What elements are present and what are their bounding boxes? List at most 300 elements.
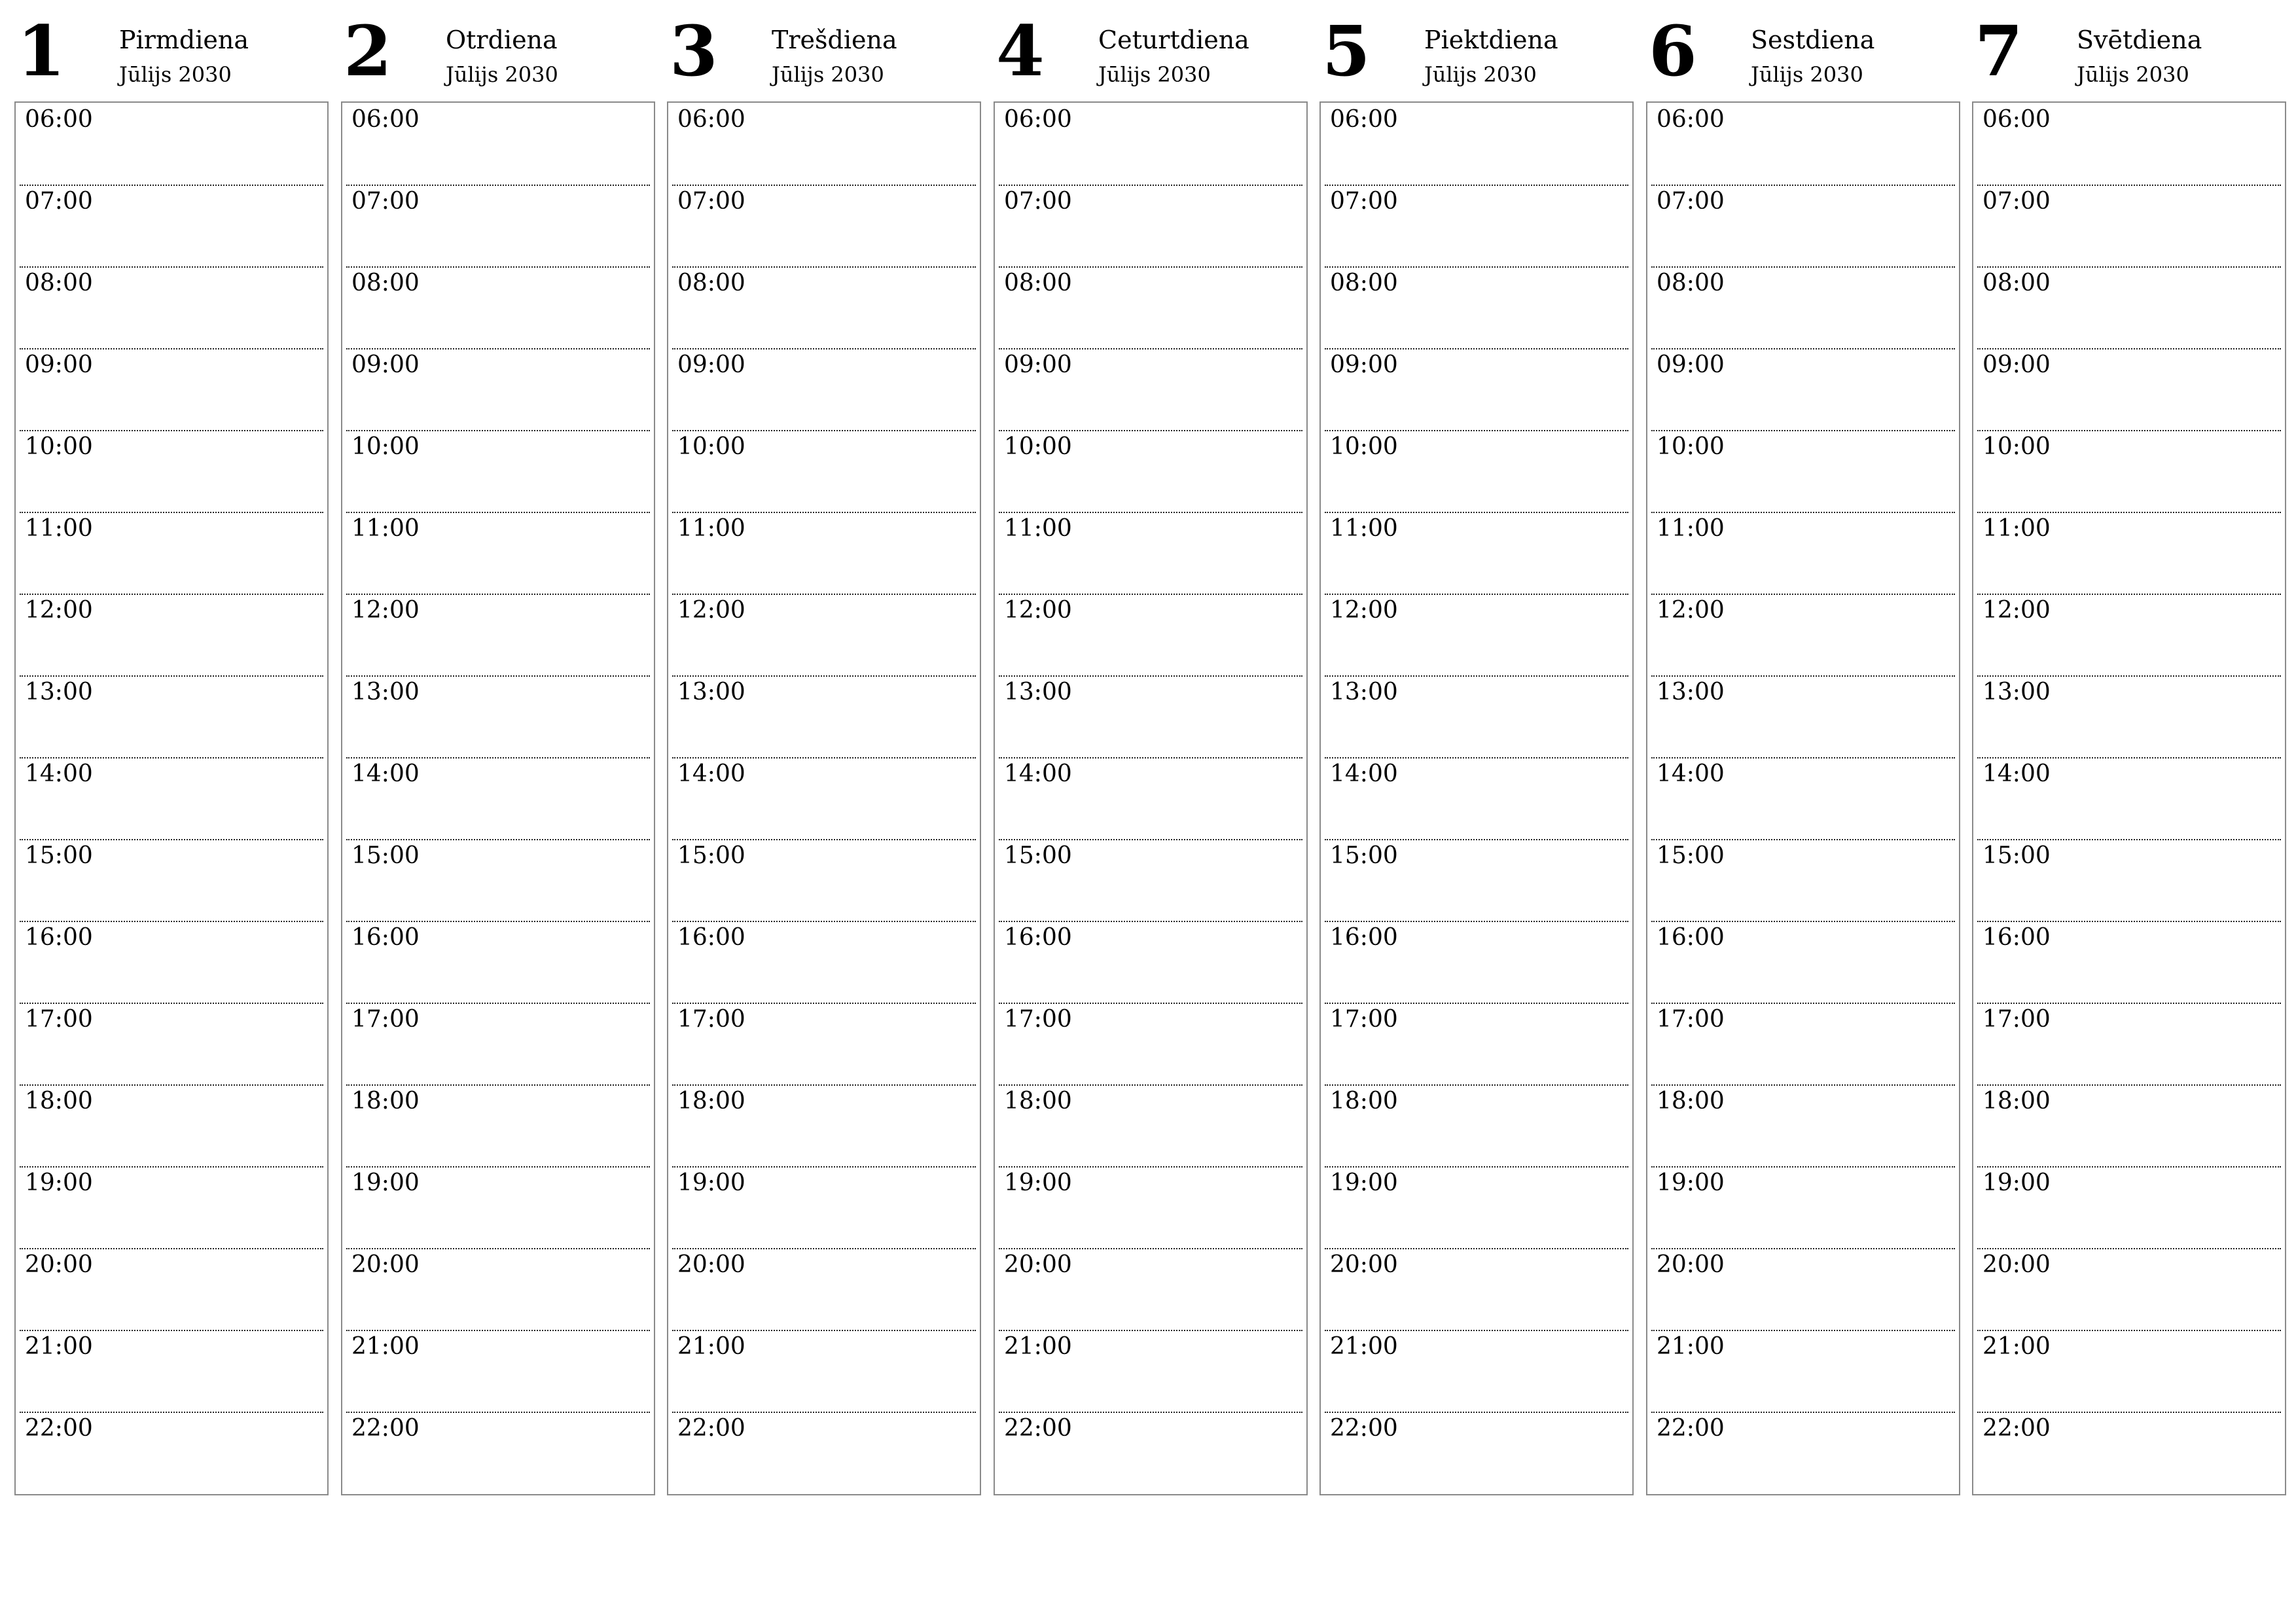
hour-divider	[20, 430, 323, 431]
hour-slot	[999, 1412, 1302, 1493]
day-header	[1646, 0, 1960, 98]
hour-slot	[346, 839, 650, 921]
hour-slot	[1651, 839, 1955, 921]
hour-label: 10:00	[677, 433, 745, 460]
hour-slot	[672, 921, 976, 1003]
hour-label: 13:00	[1982, 679, 2051, 705]
hour-label: 14:00	[677, 760, 745, 787]
hour-divider	[999, 1330, 1302, 1331]
hour-divider	[999, 1084, 1302, 1086]
hour-label: 06:00	[1982, 106, 2051, 133]
hour-divider	[999, 594, 1302, 595]
day-header	[994, 0, 1308, 98]
hour-slot	[672, 266, 976, 348]
hour-divider	[1651, 757, 1955, 758]
hour-slot	[1325, 1003, 1628, 1084]
hour-label: 17:00	[351, 1006, 420, 1033]
hour-divider	[1325, 185, 1628, 186]
hour-label: 09:00	[25, 351, 93, 378]
hour-slot	[1977, 757, 2281, 839]
hour-divider	[20, 348, 323, 349]
hour-label: 18:00	[1982, 1088, 2051, 1115]
hour-label: 21:00	[1657, 1333, 1725, 1360]
hour-divider	[999, 757, 1302, 758]
hour-label: 06:00	[351, 106, 420, 133]
day-header	[1319, 0, 1634, 98]
hour-slot	[346, 185, 650, 266]
hour-slot	[999, 430, 1302, 512]
hour-slot	[1977, 1003, 2281, 1084]
hour-divider	[999, 512, 1302, 513]
day-number: 4	[996, 10, 1045, 92]
hour-divider	[999, 1166, 1302, 1168]
month-label: Jūlijs 2030	[1424, 62, 1537, 87]
hour-label: 11:00	[351, 515, 420, 542]
hour-slot	[1325, 1166, 1628, 1248]
hour-label: 15:00	[1982, 842, 2051, 869]
hour-slot	[1977, 185, 2281, 266]
hour-label: 09:00	[1330, 351, 1398, 378]
hour-slot	[1325, 594, 1628, 675]
hour-divider	[20, 675, 323, 677]
hour-slot	[672, 675, 976, 757]
hour-divider	[20, 266, 323, 268]
hour-label: 19:00	[1657, 1169, 1725, 1196]
hour-divider	[1651, 594, 1955, 595]
hour-divider	[1325, 1003, 1628, 1004]
hour-label: 08:00	[1657, 270, 1725, 296]
hour-label: 15:00	[1330, 842, 1398, 869]
hour-label: 08:00	[351, 270, 420, 296]
hour-label: 16:00	[1657, 924, 1725, 951]
hour-divider	[1325, 921, 1628, 922]
hour-divider	[1977, 430, 2281, 431]
hour-divider	[20, 594, 323, 595]
hour-slot	[1325, 1084, 1628, 1166]
day-name: Trešdiena	[772, 26, 897, 54]
hour-slot	[999, 1330, 1302, 1412]
day-schedule-box	[341, 101, 655, 1495]
hour-label: 12:00	[1657, 597, 1725, 624]
hour-label: 14:00	[1330, 760, 1398, 787]
hour-label: 20:00	[677, 1251, 745, 1278]
hour-divider	[1651, 1166, 1955, 1168]
hour-label: 14:00	[351, 760, 420, 787]
hour-divider	[1651, 185, 1955, 186]
hour-slot	[1651, 1003, 1955, 1084]
hour-label: 21:00	[1330, 1333, 1398, 1360]
hour-slot	[1651, 1248, 1955, 1330]
hour-slot	[1651, 266, 1955, 348]
hour-divider	[1651, 430, 1955, 431]
hour-divider	[20, 1330, 323, 1331]
hour-divider	[999, 1003, 1302, 1004]
day-number: 1	[17, 10, 65, 92]
hour-label: 16:00	[1004, 924, 1072, 951]
hour-divider	[1977, 675, 2281, 677]
hour-label: 09:00	[351, 351, 420, 378]
hour-label: 21:00	[351, 1333, 420, 1360]
hour-label: 17:00	[1982, 1006, 2051, 1033]
day-number: 5	[1322, 10, 1371, 92]
hour-divider	[672, 512, 976, 513]
hour-slot	[999, 512, 1302, 594]
hour-label: 18:00	[25, 1088, 93, 1115]
hour-slot	[1325, 185, 1628, 266]
hour-slot	[346, 1003, 650, 1084]
day-name: Piektdiena	[1424, 26, 1558, 54]
hour-slot	[20, 185, 323, 266]
hour-label: 08:00	[677, 270, 745, 296]
hour-divider	[999, 839, 1302, 840]
hour-slot	[1651, 1330, 1955, 1412]
hour-slot	[20, 266, 323, 348]
hour-label: 08:00	[1330, 270, 1398, 296]
hour-divider	[346, 921, 650, 922]
hour-divider	[999, 921, 1302, 922]
hour-label: 20:00	[1982, 1251, 2051, 1278]
hour-slot	[1977, 1330, 2281, 1412]
hour-divider	[346, 266, 650, 268]
hour-divider	[20, 757, 323, 758]
hour-divider	[346, 1084, 650, 1086]
hour-slot	[999, 348, 1302, 430]
hour-divider	[672, 839, 976, 840]
hour-divider	[1325, 266, 1628, 268]
hour-slot	[346, 1412, 650, 1493]
day-number: 7	[1975, 10, 2023, 92]
hour-slot	[1325, 1412, 1628, 1493]
hour-slot	[999, 1248, 1302, 1330]
hour-slot	[672, 757, 976, 839]
hour-slot	[346, 430, 650, 512]
hour-divider	[672, 430, 976, 431]
hour-divider	[346, 1248, 650, 1249]
hour-divider	[346, 594, 650, 595]
hour-slot	[1325, 348, 1628, 430]
day-schedule-box	[1319, 101, 1634, 1495]
hour-divider	[1977, 185, 2281, 186]
hour-divider	[20, 1003, 323, 1004]
hour-slot	[1651, 921, 1955, 1003]
day-header	[341, 0, 655, 98]
hour-label: 18:00	[1657, 1088, 1725, 1115]
hour-divider	[1977, 1084, 2281, 1086]
hour-divider	[672, 348, 976, 349]
day-number: 2	[344, 10, 392, 92]
hour-slot	[672, 1003, 976, 1084]
hour-slot	[1325, 757, 1628, 839]
hour-slot	[20, 512, 323, 594]
hour-label: 22:00	[25, 1415, 93, 1442]
hour-slot	[672, 1248, 976, 1330]
hour-divider	[672, 675, 976, 677]
hour-label: 06:00	[1657, 106, 1725, 133]
hour-slot	[672, 1084, 976, 1166]
hour-label: 09:00	[1004, 351, 1072, 378]
hour-slot	[20, 1003, 323, 1084]
hour-slot	[346, 1330, 650, 1412]
hour-slot	[20, 1166, 323, 1248]
hour-label: 10:00	[1330, 433, 1398, 460]
day-name: Otrdiena	[446, 26, 558, 54]
hour-label: 17:00	[1004, 1006, 1072, 1033]
hour-label: 22:00	[1657, 1415, 1725, 1442]
hour-divider	[672, 921, 976, 922]
hour-label: 13:00	[351, 679, 420, 705]
hour-slot	[1325, 512, 1628, 594]
hour-label: 13:00	[25, 679, 93, 705]
hour-slot	[1325, 839, 1628, 921]
hour-slot	[999, 757, 1302, 839]
hour-divider	[346, 430, 650, 431]
hour-divider	[999, 1412, 1302, 1413]
hour-slot	[1977, 1412, 2281, 1493]
hour-slot	[20, 348, 323, 430]
hour-label: 14:00	[25, 760, 93, 787]
hour-slot	[346, 348, 650, 430]
month-label: Jūlijs 2030	[119, 62, 232, 87]
hour-divider	[1977, 921, 2281, 922]
hour-divider	[1651, 839, 1955, 840]
hour-divider	[1977, 1330, 2281, 1331]
hour-slot	[1651, 1084, 1955, 1166]
hour-divider	[1651, 1084, 1955, 1086]
hour-label: 07:00	[1330, 188, 1398, 215]
hour-label: 20:00	[1657, 1251, 1725, 1278]
hour-divider	[1977, 1166, 2281, 1168]
hour-slot	[1977, 1248, 2281, 1330]
hour-label: 10:00	[1004, 433, 1072, 460]
hour-slot	[999, 1166, 1302, 1248]
hour-label: 12:00	[1004, 597, 1072, 624]
hour-label: 13:00	[1004, 679, 1072, 705]
day-name: Pirmdiena	[119, 26, 249, 54]
hour-divider	[1977, 1003, 2281, 1004]
hour-slot	[1977, 839, 2281, 921]
hour-slot	[20, 1248, 323, 1330]
hour-divider	[672, 185, 976, 186]
day-name: Ceturtdiena	[1098, 26, 1249, 54]
hour-slot	[1325, 430, 1628, 512]
hour-divider	[1325, 839, 1628, 840]
hour-divider	[346, 839, 650, 840]
hour-slot	[1977, 594, 2281, 675]
hour-divider	[672, 594, 976, 595]
hour-label: 12:00	[1330, 597, 1398, 624]
hour-label: 06:00	[25, 106, 93, 133]
hour-label: 22:00	[351, 1415, 420, 1442]
hour-divider	[672, 266, 976, 268]
hour-slot	[346, 1248, 650, 1330]
hour-slot	[672, 594, 976, 675]
hour-label: 14:00	[1982, 760, 2051, 787]
hour-label: 16:00	[677, 924, 745, 951]
hour-divider	[1977, 512, 2281, 513]
hour-label: 10:00	[351, 433, 420, 460]
hour-slot	[999, 1003, 1302, 1084]
day-header	[1972, 0, 2286, 98]
hour-label: 20:00	[1330, 1251, 1398, 1278]
hour-label: 14:00	[1657, 760, 1725, 787]
day-name: Svētdiena	[2077, 26, 2202, 54]
hour-divider	[1651, 1330, 1955, 1331]
hour-slot	[1325, 921, 1628, 1003]
hour-slot	[672, 1412, 976, 1493]
hour-label: 15:00	[677, 842, 745, 869]
hour-divider	[346, 512, 650, 513]
hour-label: 09:00	[1982, 351, 2051, 378]
hour-label: 21:00	[1004, 1333, 1072, 1360]
hour-label: 21:00	[677, 1333, 745, 1360]
hour-label: 22:00	[677, 1415, 745, 1442]
hour-divider	[20, 1248, 323, 1249]
hour-slot	[672, 430, 976, 512]
hour-divider	[20, 839, 323, 840]
day-schedule-box	[667, 101, 981, 1495]
hour-divider	[1325, 1330, 1628, 1331]
day-number: 6	[1649, 10, 1697, 92]
hour-label: 10:00	[1657, 433, 1725, 460]
hour-slot	[1977, 1166, 2281, 1248]
hour-slot	[672, 839, 976, 921]
hour-slot	[1651, 512, 1955, 594]
hour-divider	[1325, 757, 1628, 758]
hour-label: 20:00	[1004, 1251, 1072, 1278]
hour-label: 07:00	[1004, 188, 1072, 215]
hour-divider	[1651, 1003, 1955, 1004]
hour-divider	[1977, 348, 2281, 349]
hour-slot	[20, 430, 323, 512]
day-header	[14, 0, 329, 98]
hour-divider	[999, 266, 1302, 268]
day-schedule-box	[14, 101, 329, 1495]
hour-divider	[1977, 266, 2281, 268]
hour-label: 16:00	[351, 924, 420, 951]
hour-slot	[1651, 430, 1955, 512]
hour-label: 17:00	[25, 1006, 93, 1033]
hour-slot	[346, 512, 650, 594]
day-schedule-box	[1972, 101, 2286, 1495]
hour-divider	[999, 185, 1302, 186]
hour-divider	[346, 1330, 650, 1331]
hour-slot	[1651, 757, 1955, 839]
hour-divider	[20, 1084, 323, 1086]
hour-label: 11:00	[25, 515, 93, 542]
hour-label: 20:00	[25, 1251, 93, 1278]
hour-label: 07:00	[25, 188, 93, 215]
hour-divider	[346, 185, 650, 186]
hour-divider	[672, 1003, 976, 1004]
hour-slot	[20, 675, 323, 757]
hour-label: 10:00	[1982, 433, 2051, 460]
hour-label: 06:00	[677, 106, 745, 133]
hour-label: 19:00	[25, 1169, 93, 1196]
hour-divider	[1325, 512, 1628, 513]
hour-label: 18:00	[1330, 1088, 1398, 1115]
hour-label: 08:00	[1982, 270, 2051, 296]
hour-label: 07:00	[1982, 188, 2051, 215]
hour-label: 14:00	[1004, 760, 1072, 787]
hour-divider	[346, 1412, 650, 1413]
hour-divider	[20, 185, 323, 186]
hour-slot	[346, 594, 650, 675]
hour-label: 21:00	[25, 1333, 93, 1360]
hour-slot	[1977, 675, 2281, 757]
hour-slot	[20, 839, 323, 921]
hour-slot	[999, 103, 1302, 185]
day-schedule-box	[1646, 101, 1960, 1495]
hour-divider	[672, 1330, 976, 1331]
hour-label: 19:00	[1982, 1169, 2051, 1196]
hour-label: 15:00	[351, 842, 420, 869]
hour-label: 17:00	[1657, 1006, 1725, 1033]
day-name: Sestdiena	[1751, 26, 1875, 54]
hour-divider	[346, 1003, 650, 1004]
hour-slot	[346, 1084, 650, 1166]
hour-label: 11:00	[1657, 515, 1725, 542]
hour-label: 08:00	[25, 270, 93, 296]
month-label: Jūlijs 2030	[772, 62, 884, 87]
hour-label: 17:00	[1330, 1006, 1398, 1033]
hour-label: 11:00	[677, 515, 745, 542]
day-schedule-box	[994, 101, 1308, 1495]
hour-label: 13:00	[1657, 679, 1725, 705]
hour-slot	[1651, 1412, 1955, 1493]
hour-label: 22:00	[1982, 1415, 2051, 1442]
hour-divider	[672, 757, 976, 758]
month-label: Jūlijs 2030	[446, 62, 558, 87]
hour-slot	[346, 103, 650, 185]
hour-slot	[1651, 594, 1955, 675]
hour-slot	[999, 594, 1302, 675]
hour-slot	[1325, 675, 1628, 757]
hour-label: 15:00	[25, 842, 93, 869]
hour-label: 12:00	[1982, 597, 2051, 624]
hour-slot	[1651, 348, 1955, 430]
hour-divider	[672, 1084, 976, 1086]
hour-slot	[1651, 103, 1955, 185]
hour-label: 09:00	[677, 351, 745, 378]
hour-divider	[1651, 1412, 1955, 1413]
hour-label: 08:00	[1004, 270, 1072, 296]
hour-slot	[20, 1330, 323, 1412]
hour-divider	[346, 757, 650, 758]
hour-slot	[1651, 185, 1955, 266]
hour-divider	[1977, 839, 2281, 840]
hour-slot	[1651, 675, 1955, 757]
hour-slot	[1325, 103, 1628, 185]
hour-label: 17:00	[677, 1006, 745, 1033]
hour-label: 20:00	[351, 1251, 420, 1278]
hour-slot	[20, 594, 323, 675]
hour-divider	[1325, 1248, 1628, 1249]
hour-slot	[672, 103, 976, 185]
hour-divider	[1325, 430, 1628, 431]
hour-slot	[346, 757, 650, 839]
hour-slot	[999, 675, 1302, 757]
hour-label: 13:00	[1330, 679, 1398, 705]
hour-slot	[1977, 1084, 2281, 1166]
hour-slot	[20, 1412, 323, 1493]
hour-label: 12:00	[677, 597, 745, 624]
hour-slot	[346, 675, 650, 757]
hour-divider	[1651, 512, 1955, 513]
hour-divider	[1325, 348, 1628, 349]
hour-label: 22:00	[1330, 1415, 1398, 1442]
hour-divider	[1325, 1166, 1628, 1168]
hour-slot	[672, 185, 976, 266]
